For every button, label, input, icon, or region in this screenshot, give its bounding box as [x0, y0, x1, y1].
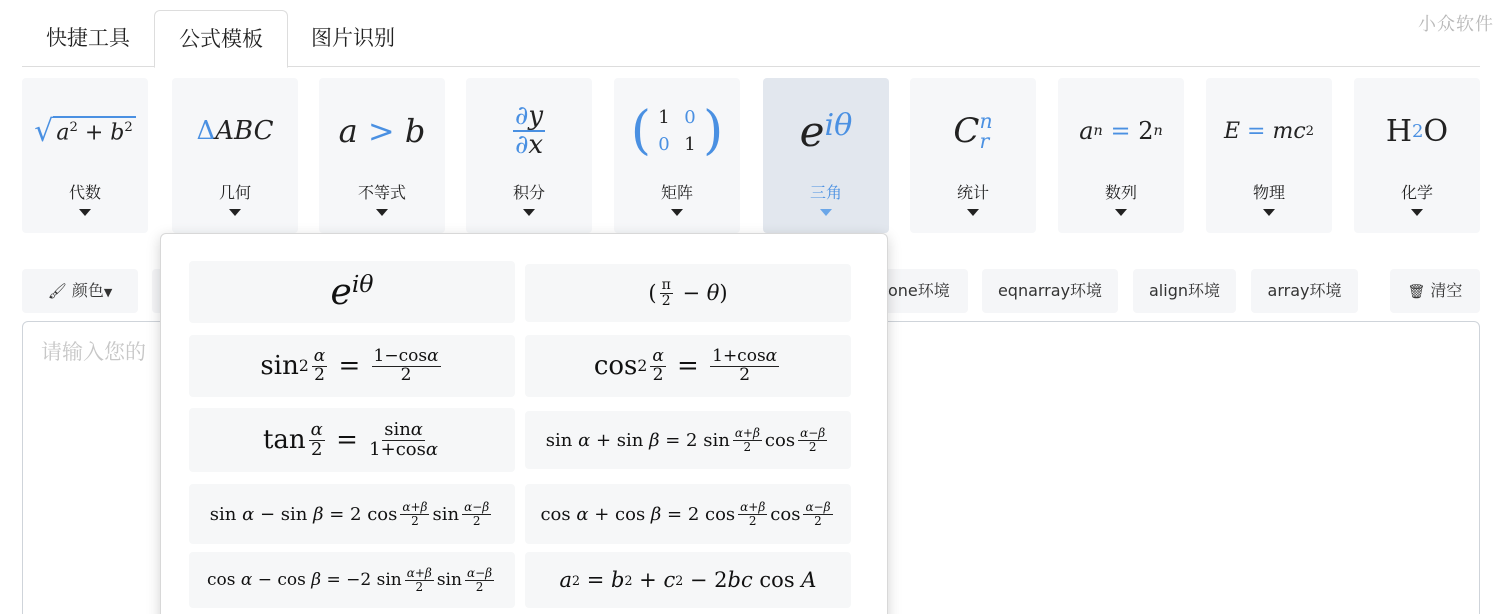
category-formula: Δ ABC — [196, 116, 274, 146]
category-bar — [22, 78, 1480, 233]
array-env-button[interactable]: array环境 — [1251, 269, 1358, 313]
trash-icon: 🗑 — [1407, 284, 1426, 300]
chevron-down-icon — [1263, 209, 1275, 216]
tab-formula-templates[interactable]: 公式模板 — [154, 10, 288, 68]
category-formula: H 2 O — [1385, 113, 1449, 149]
category-formula: ( 1 0 0 1 ) — [630, 101, 724, 161]
chevron-down-icon — [820, 209, 832, 216]
category-label: 不等式 — [357, 183, 406, 202]
category-inequality[interactable] — [319, 78, 445, 233]
clear-button[interactable] — [1390, 269, 1480, 313]
editor-placeholder: 请输入您的 — [41, 340, 146, 364]
chevron-down-icon — [523, 209, 535, 216]
category-label: 物理 — [1252, 183, 1285, 202]
chevron-down-icon — [1411, 209, 1423, 216]
caret-down-icon: ▼ — [103, 286, 113, 299]
category-label: 数列 — [1104, 183, 1137, 202]
category-formula: E = mc 2 — [1223, 118, 1315, 144]
chevron-down-icon — [79, 209, 91, 216]
trig-formula-complement[interactable]: ( $\frac{\pi}{2}$ − θ ) — [525, 264, 851, 322]
category-label: 化学 — [1400, 183, 1433, 202]
category-formula: a n = 2 n — [1079, 117, 1163, 145]
trig-formula-euler[interactable]: e $^{i\theta}$ — [189, 261, 515, 323]
trig-formula-sum-cos[interactable]: cos α + cos β = 2 cos $\frac{\alpha+\beta}{2}$ cos $\frac{\alpha-\beta}{2}$ — [525, 484, 851, 544]
category-integral[interactable] — [466, 78, 592, 233]
chevron-down-icon — [229, 209, 241, 216]
color-button[interactable] — [22, 269, 138, 313]
trig-formula-tan-half[interactable]: tan $\frac{\alpha}{2}$ = $\frac{\sin\alpha}{1+\cos\alpha}$ — [189, 408, 515, 472]
clear-button-label: 清空 — [1430, 281, 1463, 300]
trig-formula-diff-cos[interactable]: cos α − cos β = −2 sin $\frac{\alpha+\beta}{2}$ sin $\frac{\alpha-\beta}{2}$ — [189, 552, 515, 608]
chevron-down-icon — [671, 209, 683, 216]
category-formula: C n r — [953, 108, 993, 153]
category-label: 统计 — [956, 183, 989, 202]
category-label: 几何 — [218, 183, 251, 202]
one-env-button[interactable]: one环境 — [852, 269, 968, 313]
trig-formula-diff-sin[interactable]: sin α − sin β = 2 cos $\frac{\alpha+\beta}{2}$ sin $\frac{\alpha-\beta}{2}$ — [189, 484, 515, 544]
category-physics[interactable] — [1206, 78, 1332, 233]
tab-quick-tools[interactable]: 快捷工具 — [46, 26, 130, 50]
category-statistics[interactable] — [910, 78, 1036, 233]
category-label: 矩阵 — [660, 183, 693, 202]
trig-formula-sin-half[interactable]: sin 2 $\frac{\alpha}{2}$ = $\frac{1-\cos\alpha}{2}$ — [189, 335, 515, 397]
brush-icon: 🖌 — [47, 282, 67, 300]
trig-formula-dropdown — [160, 233, 888, 614]
category-label: 三角 — [809, 183, 842, 202]
trig-formula-sum-sin[interactable]: sin α + sin β = 2 sin $\frac{\alpha+\beta}{2}$ cos $\frac{\alpha-\beta}{2}$ — [525, 411, 851, 469]
category-label: 代数 — [68, 183, 101, 202]
category-formula: e $^{i\theta}$ — [799, 106, 853, 156]
category-chemistry[interactable] — [1354, 78, 1480, 233]
category-formula: $\frac{\partial y}{\partial x}$ — [514, 100, 544, 160]
category-matrix[interactable] — [614, 78, 740, 233]
tab-bar — [22, 10, 1480, 67]
category-formula: √ $a^2 + b^2$ — [22, 96, 148, 166]
category-algebra[interactable] — [22, 78, 148, 233]
trig-formula-law-of-cosines[interactable]: a 2 = b 2 + c 2 − 2 bc cos A — [525, 552, 851, 608]
color-button-label: 颜色 — [71, 281, 104, 300]
category-trigonometry[interactable] — [763, 78, 889, 233]
align-env-button[interactable]: align环境 — [1133, 269, 1236, 313]
eqnarray-env-button[interactable]: eqnarray环境 — [982, 269, 1118, 313]
category-label: 积分 — [512, 183, 545, 202]
chevron-down-icon — [1115, 209, 1127, 216]
trig-formula-cos-half[interactable]: cos 2 $\frac{\alpha}{2}$ = $\frac{1+\cos\alpha}{2}$ — [525, 335, 851, 397]
category-formula: a > b — [338, 112, 426, 150]
category-geometry[interactable] — [172, 78, 298, 233]
chevron-down-icon — [376, 209, 388, 216]
chevron-down-icon — [967, 209, 979, 216]
tab-image-recognition[interactable]: 图片识别 — [311, 26, 395, 50]
category-sequence[interactable] — [1058, 78, 1184, 233]
watermark: 小众软件 — [1418, 14, 1494, 35]
